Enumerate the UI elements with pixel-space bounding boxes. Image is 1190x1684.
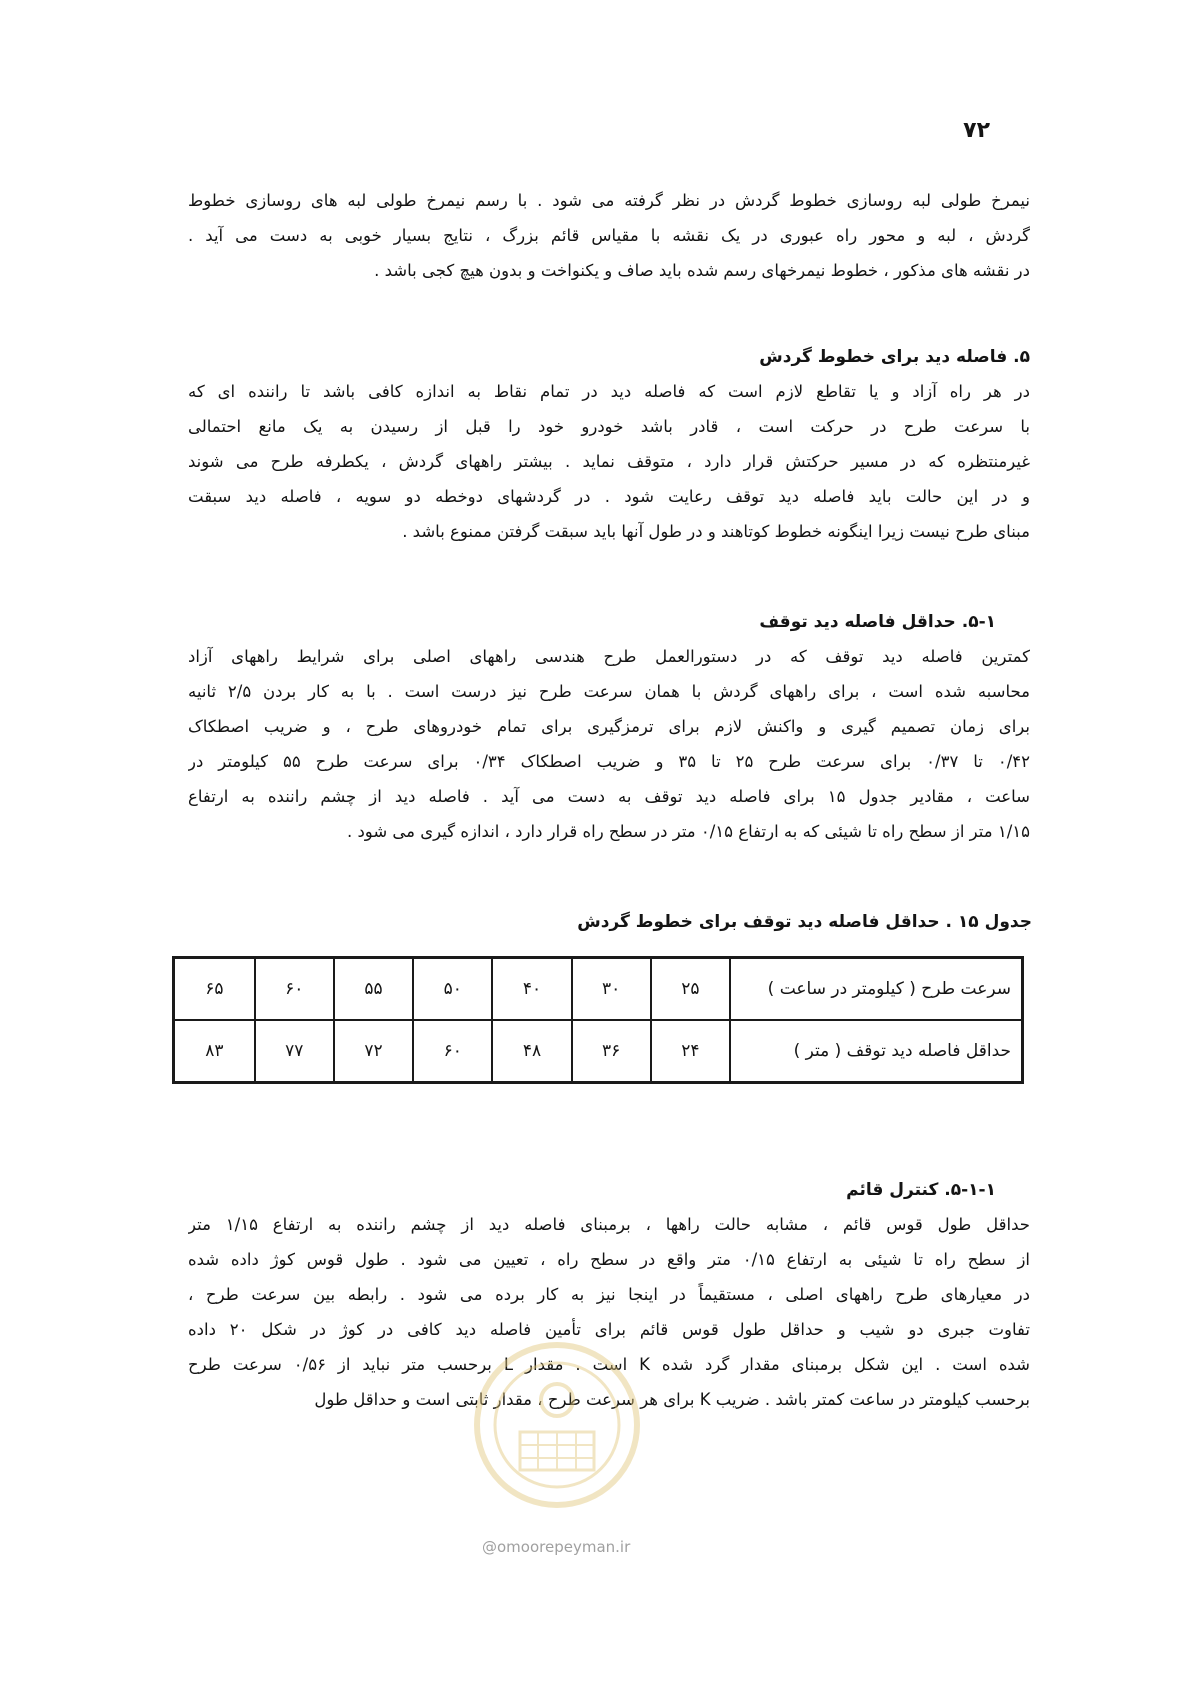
table-cell: ۷۲ <box>334 1020 413 1083</box>
table-row <box>174 1020 1023 1083</box>
table-cell: ۳۶ <box>572 1020 651 1083</box>
paragraph-line: در نقشه های مذکور ، خطوط نیمرخهای رسم شده باید صاف و یکنواخت و بدون هیچ کجی باشد . <box>374 261 1030 280</box>
table-row <box>174 958 1023 1021</box>
table-cell: ۸۳ <box>174 1020 255 1083</box>
watermark-url: @omoorepeyman.ir <box>482 1538 631 1556</box>
table-cell: ۵۰ <box>413 958 492 1021</box>
row-header: حداقل فاصله دید توقف ( متر ) <box>730 1020 1023 1083</box>
section-heading: ۵-۱. حداقل فاصله دید توقف <box>759 612 996 632</box>
paragraph-line: شده است . این شکل برمبنای مقدار گرد شده K است . مقدار L برحسب متر نباید از ۰/۵۶ سرعت طرح <box>188 1355 1030 1374</box>
section-heading: ۵. فاصله دید برای خطوط گردش <box>759 347 1030 367</box>
row-header: سرعت طرح ( کیلومتر در ساعت ) <box>730 958 1023 1021</box>
section-5-1 <box>188 605 1030 849</box>
paragraph-line: غیرمنتظره که در مسیر حرکتش قرار دارد ، متوقف نماید . بیشتر راههای گردش ، یکطرفه طرح می شوند <box>188 452 1030 471</box>
paragraph-line: برای زمان تصمیم گیری و واکنش لازم برای ترمزگیری برای تمام خودروهای طرح ، و ضریب اصطکاک <box>188 717 1030 736</box>
table-cell: ۵۵ <box>334 958 413 1021</box>
paragraph-line: محاسبه شده است ، برای راههای گردش با همان سرعت طرح نیز درست است . با به کار بردن ۲/۵ ثانیه <box>188 682 1030 701</box>
paragraph-line: گردش ، لبه و محور راه عبوری در یک نقشه با مقیاس قائم بزرگ ، نتایج بسیار خوبی به دست می آید . <box>188 226 1030 245</box>
watermark-seal-icon <box>472 1340 642 1510</box>
paragraph-line: برحسب کیلومتر در ساعت کمتر باشد . ضریب K برای هر سرعت طرح ، مقدار ثابتی است و حداقل طول <box>314 1390 1030 1409</box>
intro-paragraph <box>188 183 1030 288</box>
paragraph-line: با سرعت طرح در حرکت است ، قادر باشد خودرو خود را قبل از رسیدن به یک مانع احتمالی <box>188 417 1030 436</box>
paragraph-line: کمترین فاصله دید توقف که در دستورالعمل طرح هندسی راههای اصلی برای شرایط راههای آزاد <box>188 647 1030 666</box>
table-cell: ۳۰ <box>572 958 651 1021</box>
paragraph-line: مبنای طرح نیست زیرا اینگونه خطوط کوتاهند و در طول آنها باید سبقت گرفتن ممنوع باشد . <box>402 522 1030 541</box>
table-cell: ۴۰ <box>492 958 571 1021</box>
paragraph-line: از سطح راه تا شیئی به ارتفاع ۰/۱۵ متر واقع در سطح راه ، تعیین می شود . طول قوس کوژ داده شده <box>188 1250 1030 1269</box>
table-cell: ۶۵ <box>174 958 255 1021</box>
paragraph-line: ۰/۴۲ تا ۰/۳۷ برای سرعت طرح ۲۵ تا ۳۵ و ضریب اصطکاک ۰/۳۴ برای سرعت طرح ۵۵ کیلومتر در <box>188 752 1030 771</box>
section-5 <box>188 340 1030 549</box>
table-cell: ۲۴ <box>651 1020 730 1083</box>
section-heading: ۵-۱-۱. کنترل قائم <box>846 1180 996 1200</box>
paragraph-line: تفاوت جبری دو شیب و حداقل طول قوس قائم برای تأمین فاصله دید کافی در کوژ در شکل ۲۰ داده <box>188 1320 1030 1339</box>
paragraph-line: در معیارهای طرح راههای اصلی ، مستقیماً در اینجا نیز به کار برده می شود . رابطه بین سرعت طرح ، <box>188 1285 1030 1304</box>
paragraph-line: نیمرخ طولی لبه روسازی خطوط گردش در نظر گرفته می شود . با رسم نیمرخ طولی لبه های روسازی خطوط <box>188 191 1030 210</box>
table-cell: ۶۰ <box>413 1020 492 1083</box>
paragraph-line: ۱/۱۵ متر از سطح راه تا شیئی که به ارتفاع ۰/۱۵ متر در سطح راه قرار دارد ، اندازه گیری می شود . <box>346 822 1030 841</box>
paragraph-line: در هر راه آزاد و یا تقاطع لازم است که فاصله دید در تمام نقاط به اندازه کافی باشد تا راننده ای که <box>188 382 1030 401</box>
table-cell: ۴۸ <box>492 1020 571 1083</box>
table-cell: ۶۰ <box>255 958 334 1021</box>
table-caption: جدول ۱۵ . حداقل فاصله دید توقف برای خطوط گردش <box>577 912 1032 932</box>
stopping-distance-table <box>172 956 1024 1084</box>
table-cell: ۲۵ <box>651 958 730 1021</box>
page-number: ۷۲ <box>963 118 990 143</box>
paragraph-line: ساعت ، مقادیر جدول ۱۵ برای فاصله دید توقف به دست می آید . فاصله دید از چشم راننده به ارتفاع <box>188 787 1030 806</box>
paragraph-line: و در این حالت باید فاصله دید توقف رعایت شود . در گردشهای دوخطه دو سویه ، فاصله دید سبقت <box>188 487 1030 506</box>
paragraph-line: حداقل طول قوس قائم ، مشابه حالت راهها ، برمبنای فاصله دید از چشم راننده به ارتفاع ۱/۱۵ متر <box>188 1215 1030 1234</box>
table-cell: ۷۷ <box>255 1020 334 1083</box>
